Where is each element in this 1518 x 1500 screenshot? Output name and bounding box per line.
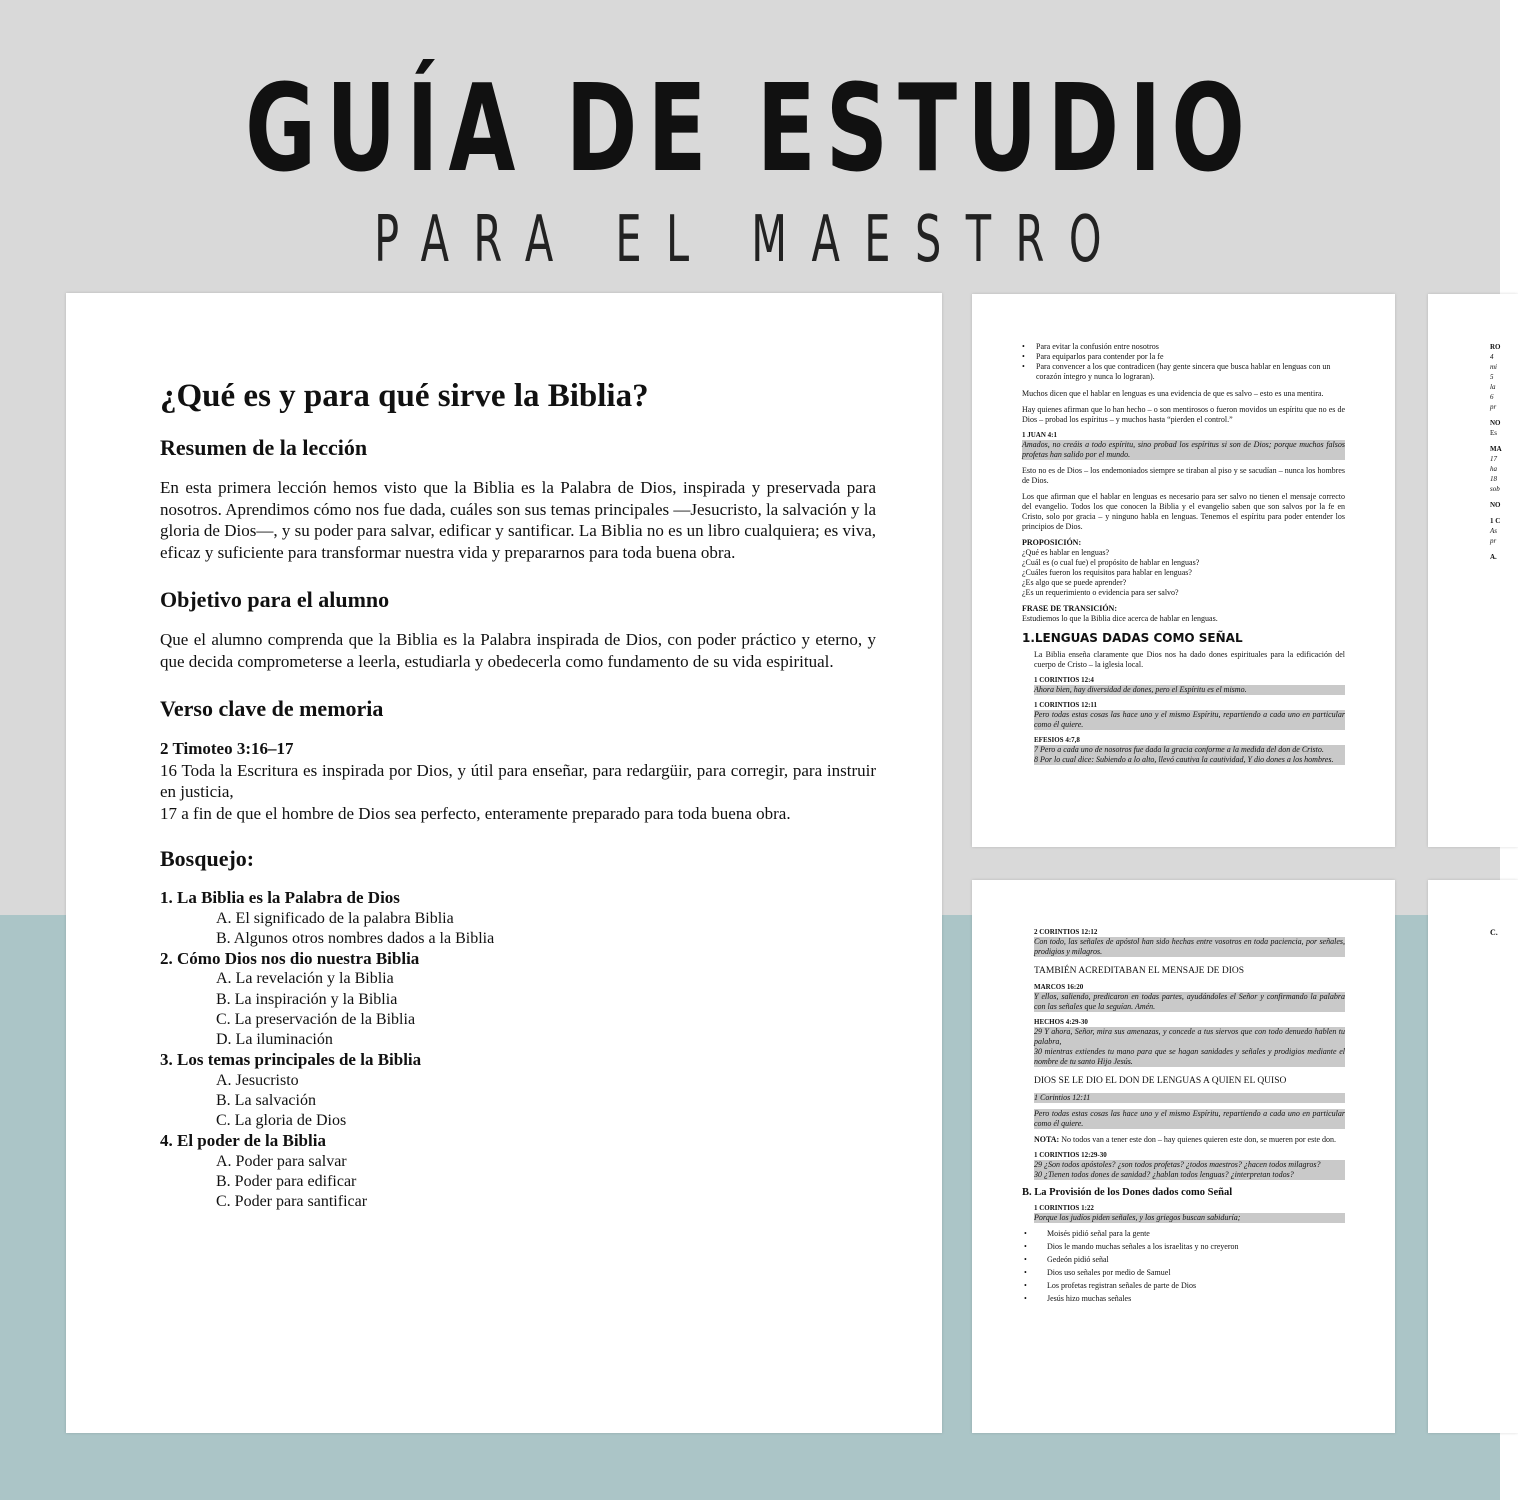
verse-line: 29 ¿Son todos apóstoles? ¿son todos profetas? ¿todos maestros? ¿hacen todos milagros? — [1034, 1160, 1321, 1169]
cropped-line: 1 C — [1490, 517, 1501, 525]
objective-text: Que el alumno comprenda que la Biblia es la Palabra inspirada de Dios, con poder práctico y eterno, y que decida comprometerse a leerla, estudiarla y obedecerla como fundamento de su vida espiritual. — [160, 630, 876, 671]
outline-item: C. La gloria de Dios — [216, 1112, 347, 1130]
outline-section: 1. La Biblia es la Palabra de Dios — [160, 888, 400, 907]
preview-page-4 — [1428, 294, 1518, 847]
cropped-line: la — [1490, 383, 1496, 391]
cropped-line: As — [1490, 527, 1497, 535]
proposition-line: ¿Cuáles fueron los requisitos para hablar en lenguas? — [1022, 568, 1192, 577]
preview-page-3 — [972, 880, 1395, 1433]
subsection-heading: B. La Provisión de los Dones dados como Señal — [1022, 1187, 1233, 1198]
highlighted-verse: Pero todas estas cosas las hace uno y el mismo Espíritu, repartiendo a cada uno en particular como él quiere. — [1034, 710, 1345, 729]
outline-section: 3. Los temas principales de la Biblia — [160, 1050, 422, 1070]
proposition-label: PROPOSICIÓN: — [1022, 538, 1082, 547]
transition-text: Estudiemos lo que la Biblia dice acerca de hablar en lenguas. — [1022, 614, 1218, 623]
outline-item: A. El significado de la palabra Biblia — [216, 909, 454, 927]
list-item: • Dios uso señales por medio de Samuel — [1022, 1268, 1345, 1278]
list-item: • Gedeón pidió señal — [1022, 1255, 1345, 1265]
caps-heading: TAMBIÉN ACREDITABAN EL MENSAJE DE DIOS — [1034, 966, 1245, 976]
proposition-line: ¿Es algo que se puede aprender? — [1022, 578, 1127, 587]
caps-heading: DIOS SE LE DIO EL DON DE LENGUAS A QUIEN EL QUISO — [1034, 1076, 1287, 1086]
outline — [160, 888, 876, 1212]
verse-line: 29 Y ahora, Señor, mira sus amenazas, y concede a tus siervos que con todo denuedo hablen tu palabra, — [1034, 1027, 1345, 1046]
highlighted-verse: Amados, no creáis a todo espíritu, sino probad los espíritus si son de Dios; porque muchos falsos profetas han salido por el mundo. — [1022, 440, 1345, 459]
cropped-line: sob — [1490, 485, 1500, 493]
paragraph: Muchos dicen que el hablar en lenguas es una evidencia de que es salvo – esto es una mentira. — [1022, 389, 1324, 398]
memory-verse-17: 17 a fin de que el hombre de Dios sea perfecto, enteramente preparado para toda buena obra. — [160, 803, 791, 823]
outline-item: C. Poder para santificar — [216, 1193, 368, 1211]
outline-item: A. Jesucristo — [216, 1071, 299, 1089]
outline-item: B. Algunos otros nombres dados a la Biblia — [216, 929, 495, 947]
preview-page-2 — [972, 294, 1395, 847]
preview-page-5 — [1428, 880, 1518, 1433]
verse-reference: 1 CORINTIOS 12:11 — [1034, 701, 1098, 709]
cropped-line: Es — [1490, 429, 1497, 437]
cropped-line: 6 — [1490, 393, 1494, 401]
outline-section: 4. El poder de la Biblia — [160, 1131, 326, 1151]
highlighted-verse — [1034, 745, 1345, 765]
highlighted-verse: Porque los judíos piden señales, y los griegos buscan sabiduría; — [1034, 1213, 1345, 1223]
summary-text: En esta primera lección hemos visto que la Biblia es la Palabra de Dios, inspirada y preservada para nosotros. Aprendimos cómo nos fue dada, cuáles son sus temas principales —Jesucristo, la salvación y la gloria de Dios—, y su poder para salvar, edificar y santificar. La Biblia no es un libro cualquiera; es viva, eficaz y suficiente para transformar nuestra vida y prepararnos para toda buena obra. — [160, 478, 876, 562]
highlighted-verse — [1034, 1160, 1345, 1180]
list-item: • Para convencer a los que contradicen (hay gente sincera que busca hablar en lenguas con un corazón íntegro y nunca lo lograran). — [1022, 362, 1345, 382]
cropped-line: A. — [1490, 553, 1497, 561]
cropped-text-column — [1490, 342, 1518, 562]
section-body — [1022, 1204, 1345, 1223]
verse-reference: 1 JUAN 4:1 — [1022, 431, 1057, 439]
cropped-line: MA — [1490, 445, 1502, 453]
memory-reference: 2 Timoteo 3:16–17 — [160, 739, 294, 758]
outline-item: A. Poder para salvar — [216, 1152, 347, 1170]
cropped-line: NO — [1490, 419, 1501, 427]
verse-reference: HECHOS 4:29-30 — [1034, 1018, 1088, 1026]
cropped-line: 17 — [1490, 455, 1497, 463]
outline-item: B. La inspiración y la Biblia — [216, 990, 398, 1008]
verse-reference: MARCOS 16:20 — [1034, 983, 1084, 991]
cropped-line: ha — [1490, 465, 1497, 473]
transition-label: FRASE DE TRANSICIÓN: — [1022, 604, 1117, 613]
list-item: • Para evitar la confusión entre nosotros — [1022, 342, 1345, 352]
paragraph: La Biblia enseña claramente que Dios nos ha dado dones espirituales para la edificación del cuerpo de Cristo – la iglesia local. — [1034, 650, 1345, 669]
highlighted-verse-reference: 1 Corintios 12:11 — [1034, 1093, 1345, 1103]
paragraph: Esto no es de Dios – los endemoniados siempre se tiraban al piso y se sacudían – nunca los hombres de Dios. — [1022, 466, 1345, 485]
hero-title: GUÍA DE ESTUDIO — [245, 60, 1255, 199]
outline-heading: Bosquejo: — [160, 846, 255, 871]
highlighted-verse: Con todo, las señales de apóstol han sido hechas entre vosotros en toda paciencia, por señales, prodigios y milagros. — [1034, 937, 1345, 956]
lesson-title: ¿Qué es y para qué sirve la Biblia? — [160, 378, 649, 414]
verse-line: 30 ¿Tienen todos dones de sanidad? ¿hablan todos lenguas? ¿interpretan todos? — [1034, 1170, 1294, 1179]
hero-subtitle: PARA EL MAESTRO — [374, 203, 1126, 277]
outline-item: B. Poder para edificar — [216, 1173, 357, 1191]
cropped-line: 5 — [1490, 373, 1494, 381]
outline-item: C. La preservación de la Biblia — [216, 1010, 416, 1028]
highlighted-verse: Ahora bien, hay diversidad de dones, pero el Espíritu es el mismo. — [1034, 685, 1345, 695]
highlighted-verse: Y ellos, saliendo, predicaron en todas partes, ayudándoles el Señor y confirmando la palabra con las señales que la seguían. Amén. — [1034, 992, 1345, 1011]
verse-reference: 1 CORINTIOS 12:4 — [1034, 676, 1094, 684]
outline-item: B. La salvación — [216, 1091, 316, 1109]
outline-section: 2. Cómo Dios nos dio nuestra Biblia — [160, 948, 420, 968]
summary-heading: Resumen de la lección — [160, 435, 368, 460]
cropped-line: 18 — [1490, 475, 1497, 483]
list-item: • Para equiparlos para contender por la fe — [1022, 352, 1345, 362]
outline-item: A. La revelación y la Biblia — [216, 970, 394, 988]
section-heading: 1.LENGUAS DADAS COMO SEÑAL — [1022, 631, 1243, 645]
paragraph: Hay quienes afirman que lo han hecho – o son mentirosos o fueron movidos un espíritu que no es de Dios – probad los espíritus – y muchos hasta “pierden el control.” — [1022, 405, 1345, 424]
list-item: • Jesús hizo muchas señales — [1022, 1294, 1345, 1304]
list-item: • Los profetas registran señales de parte de Dios — [1022, 1281, 1345, 1291]
objective-heading: Objetivo para el alumno — [160, 587, 390, 612]
verse-line: 7 Pero a cada uno de nosotros fue dada la gracia conforme a la medida del don de Cristo. — [1034, 745, 1324, 754]
cropped-line: 4 — [1490, 353, 1494, 361]
proposition-line: ¿Cuál es (o cual fue) el propósito de hablar en lenguas? — [1022, 558, 1200, 567]
verse-reference: 2 CORINTIOS 12:12 — [1034, 928, 1098, 936]
cropped-line: mi — [1490, 363, 1497, 371]
bullet-list — [1022, 342, 1345, 382]
paragraph: Los que afirman que el hablar en lenguas es necesario para ser salvo no tienen el mensaje correcto del evangelio. Todos los que conocen la Biblia y el evangelio saben que son salvos por la fe en Cristo, solo por gracia – y ninguno habla en lenguas. Tenemos el espíritu para poder entender los principios de Dios. — [1022, 492, 1345, 531]
list-item: • Dios le mando muchas señales a los israelitas y no creyeron — [1022, 1242, 1345, 1252]
verse-reference: EFESIOS 4:7,8 — [1034, 736, 1080, 744]
note-label: NOTA: — [1034, 1135, 1060, 1144]
verse-line: 30 mientras extiendes tu mano para que se hagan sanidades y señales y prodigios mediante el nombre de tu santo Hijo Jesús. — [1034, 1047, 1345, 1066]
note-text: No todos van a tener este don – hay quienes quieren este don, se mueren por este don. — [1059, 1135, 1336, 1144]
highlighted-verse — [1034, 1027, 1345, 1067]
proposition-line: ¿Es un requerimiento o evidencia para ser salvo? — [1022, 588, 1179, 597]
section-body — [1022, 650, 1345, 765]
bullet-list — [1022, 1229, 1345, 1304]
proposition-line: ¿Qué es hablar en lenguas? — [1022, 548, 1110, 557]
cropped-line: pr — [1490, 537, 1497, 545]
verse-reference: 1 CORINTIOS 12:29-30 — [1034, 1151, 1107, 1159]
list-item: • Moisés pidió señal para la gente — [1022, 1229, 1345, 1239]
verse-line: 8 Por lo cual dice: Subiendo a lo alto, llevó cautiva la cautividad, Y dio dones a los hombres. — [1034, 755, 1334, 764]
cropped-line: RO — [1490, 343, 1501, 351]
outline-item: D. La iluminación — [216, 1031, 333, 1049]
highlighted-verse: Pero todas estas cosas las hace uno y el mismo Espíritu, repartiendo a cada uno en particular como él quiere. — [1034, 1109, 1345, 1128]
main-page — [66, 293, 942, 1433]
note-paragraph — [1034, 1135, 1345, 1145]
memory-verse-16: 16 Toda la Escritura es inspirada por Dios, y útil para enseñar, para redargüir, para corregir, para instruir en justicia, — [160, 760, 876, 801]
cropped-line: pr — [1490, 403, 1497, 411]
section-body — [1022, 928, 1345, 1180]
cropped-text: C. — [1490, 928, 1498, 937]
verse-reference: 1 CORINTIOS 1:22 — [1034, 1204, 1094, 1212]
cropped-line: NO — [1490, 501, 1501, 509]
memory-heading: Verso clave de memoria — [160, 696, 384, 721]
